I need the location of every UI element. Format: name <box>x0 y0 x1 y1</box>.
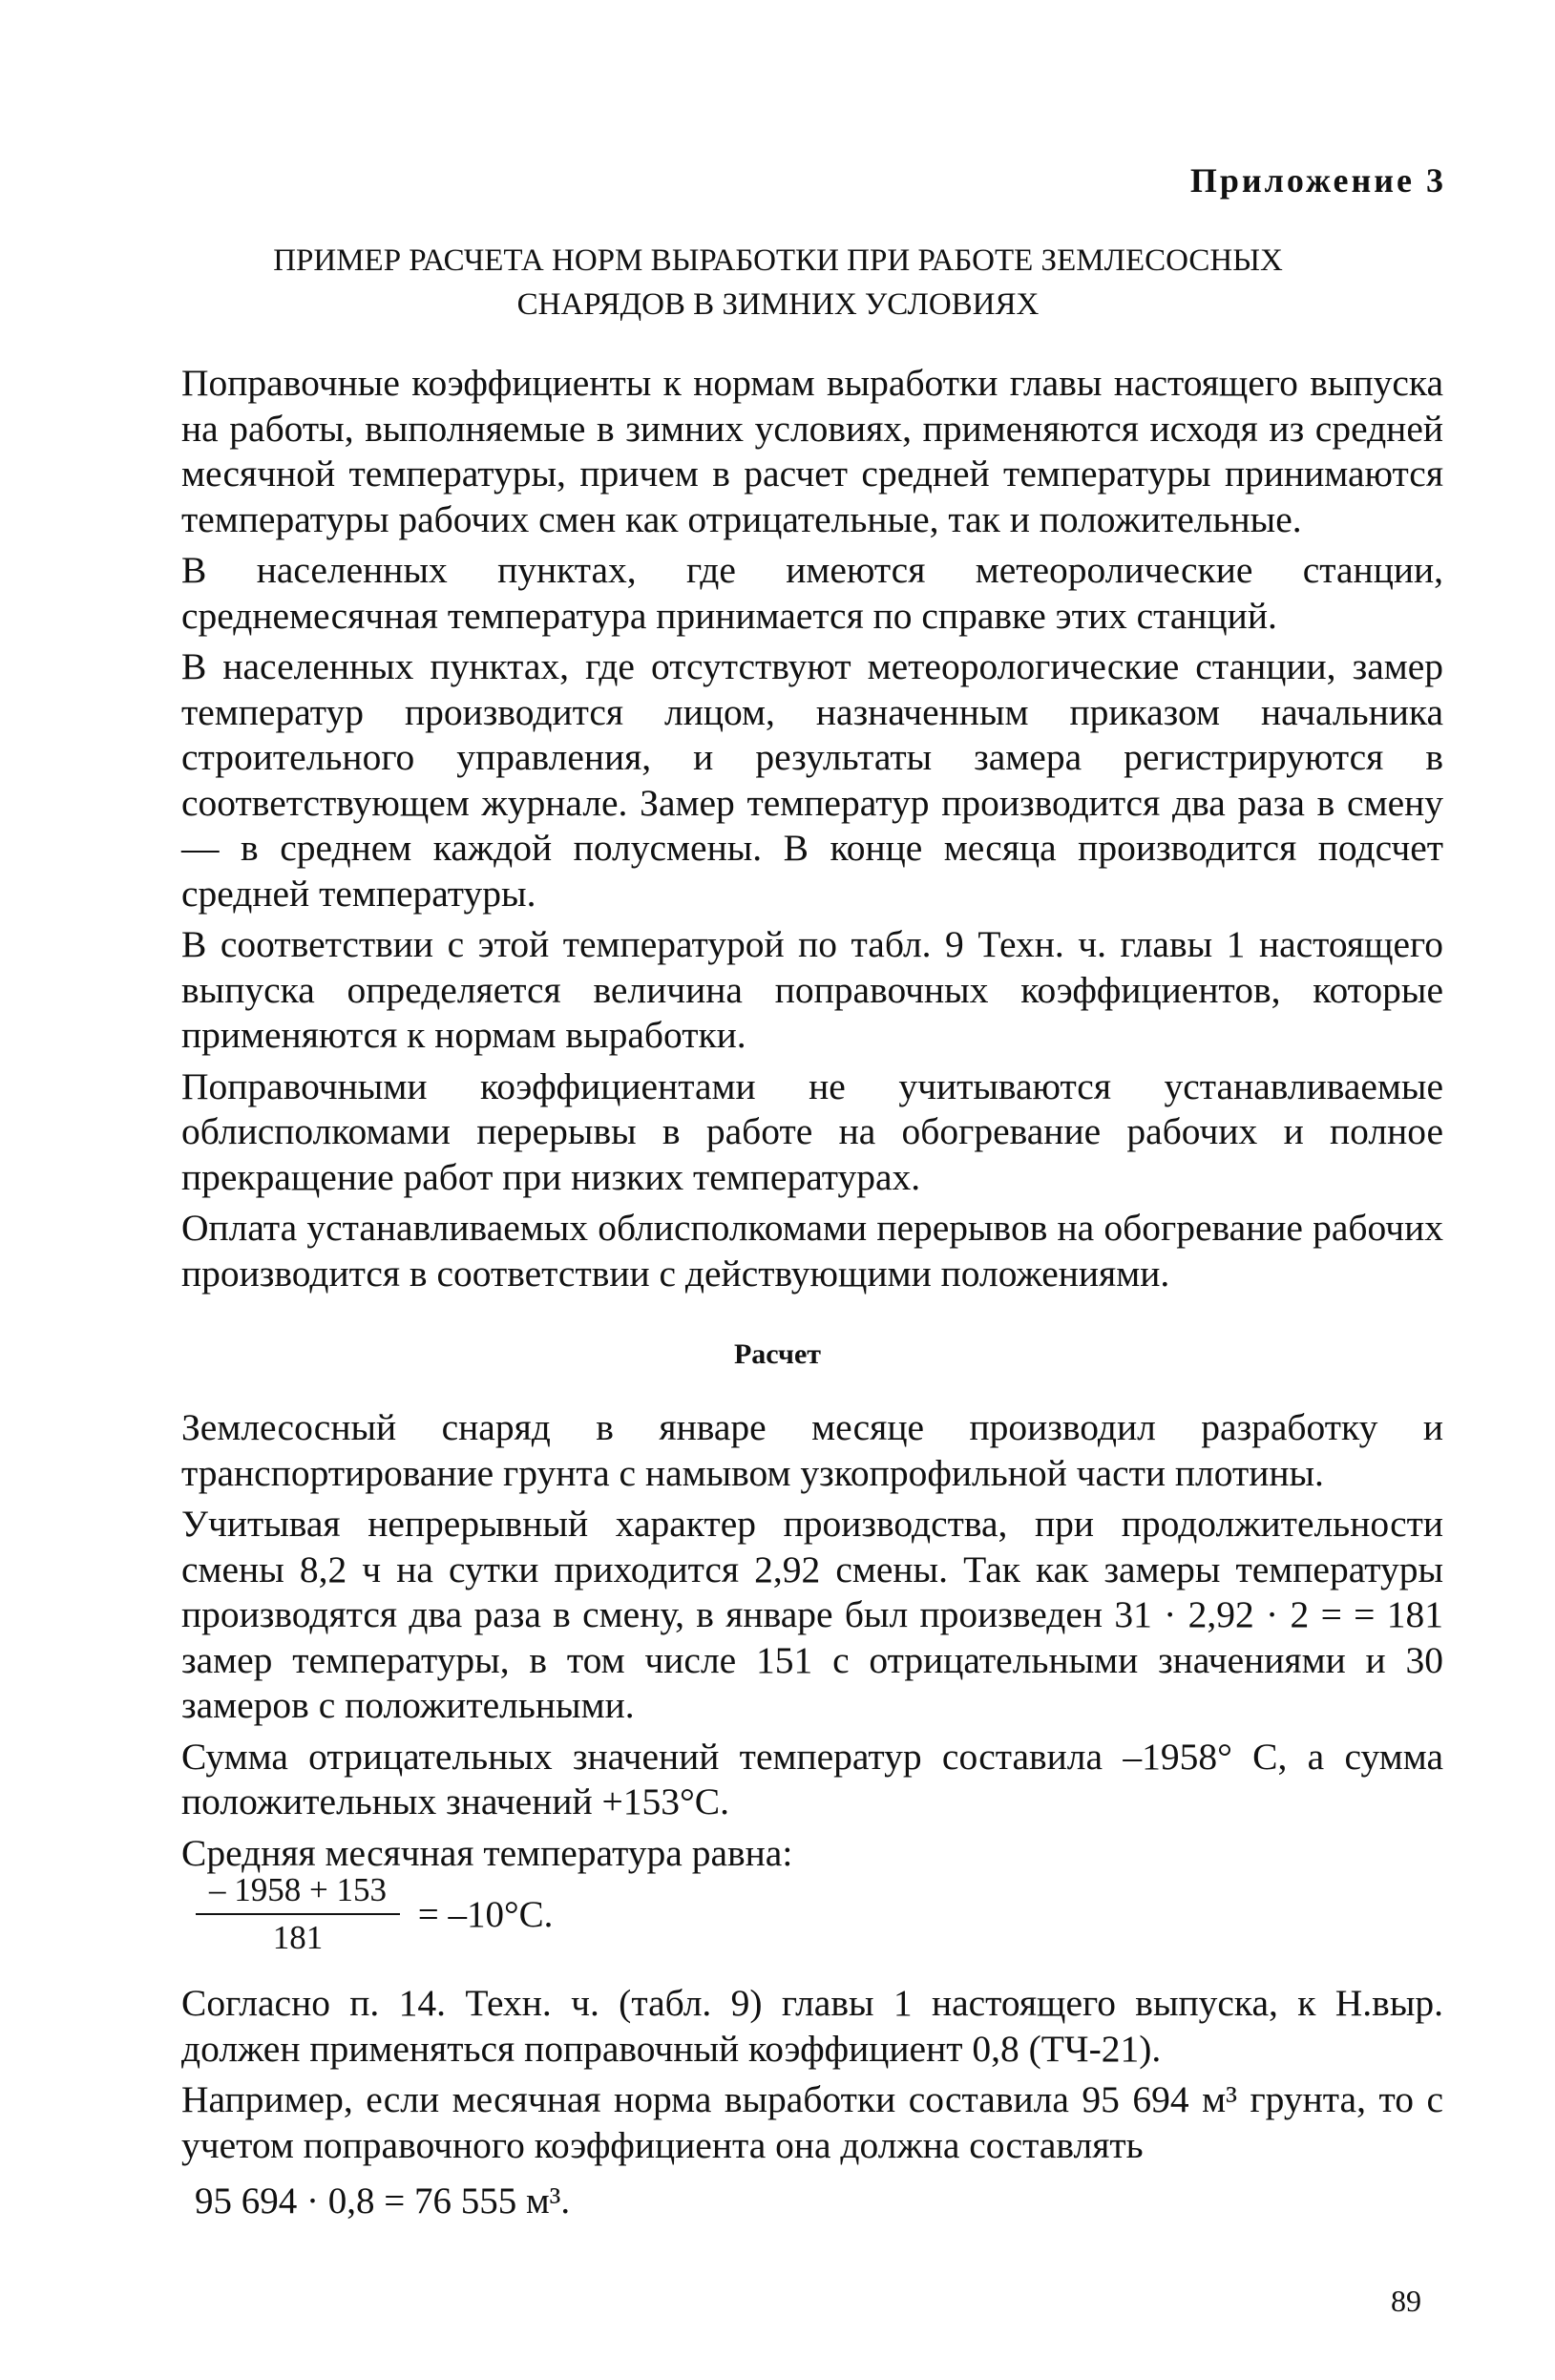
paragraph: В соответствии с этой температурой по табл. 9 Техн. ч. главы 1 настоящего выпуска определяется величина поправочных коэффициентов, которые применяются к нормам выработки. <box>181 923 1443 1056</box>
fraction-result: = –10°С. <box>417 1893 554 1935</box>
page-number: 89 <box>1391 2284 1421 2318</box>
appendix-label: Приложение 3 <box>1189 161 1446 200</box>
fraction <box>196 1871 400 1957</box>
average-temperature-formula <box>196 1871 553 1957</box>
paragraph: Средняя месячная температура равна: <box>181 1831 793 1874</box>
calc-section <box>181 1405 1443 1882</box>
intro-section <box>181 361 1443 1302</box>
fraction-numerator: – 1958 + 153 <box>196 1871 400 1915</box>
paragraph: Поправочные коэффициенты к нормам выработки главы настоящего выпуска на работы, выполняемые в зимних условиях, применяются исходя из средней месячной температуры, причем в расчет средней температуры принимаются температуры рабочих смен как отрицательные, так и положительные. <box>181 362 1443 540</box>
paragraph: Согласно п. 14. Техн. ч. (табл. 9) главы 1 настоящего выпуска, к Н.выр. должен применяться поправочный коэффициент 0,8 (ТЧ-21). <box>181 1982 1443 2070</box>
paragraph: Поправочными коэффициентами не учитываются устанавливаемые облисполкомами перерывы в работе на обогревание рабочих и полное прекращение работ при низких температурах. <box>181 1064 1443 1198</box>
title-line-1: ПРИМЕР РАСЧЕТА НОРМ ВЫРАБОТКИ ПРИ РАБОТЕ ЗЕМЛЕСОСНЫХ <box>273 243 1283 278</box>
paragraph: Сумма отрицательных значений температур составила –1958° С, а сумма положительных значений +153°С. <box>181 1735 1443 1822</box>
paragraph: Землесосный снаряд в январе месяце производил разработку и транспортирование грунта с намывом узкопрофильной части плотины. <box>181 1406 1443 1494</box>
paragraph: Учитывая непрерывный характер производства, при продолжительности смены 8,2 ч на сутки приходится 2,92 смены. Так как замеры температуры производятся два раза в смену, в январе был произведен 31 · 2,92 · 2 = = 181 замер температуры, в том числе 151 с отрицательными значениями и 30 замеров с положительными. <box>181 1503 1443 1726</box>
paragraph: В населенных пунктах, где имеются метеоролические станции, среднемесячная температура принимается по справке этих станций. <box>181 549 1443 637</box>
page-title <box>172 239 1384 326</box>
conclusion-section <box>181 1981 1443 2174</box>
paragraph: Например, если месячная норма выработки составила 95 694 м³ грунта, то с учетом поправочного коэффициента она должна составлять <box>181 2078 1443 2166</box>
paragraph: Оплата устанавливаемых облисполкомами перерывов на обогревание рабочих производится в соответствии с действующими положениями. <box>181 1207 1443 1295</box>
fraction-denominator: 181 <box>272 1919 324 1956</box>
output-formula: 95 694 · 0,8 = 76 555 м³. <box>195 2180 571 2222</box>
title-line-2: СНАРЯДОВ В ЗИМНИХ УСЛОВИЯХ <box>516 287 1040 322</box>
paragraph: В населенных пунктах, где отсутствуют метеорологические станции, замер температур производится лицом, назначенным приказом начальника строительного управления, и результаты замера регистрируются в соответствующем журнале. Замер температур производится два раза в смену — в среднем каждой полусмены. В конце месяца производится подсчет средней температуры. <box>181 645 1443 915</box>
section-heading: Расчет <box>733 1338 821 1370</box>
